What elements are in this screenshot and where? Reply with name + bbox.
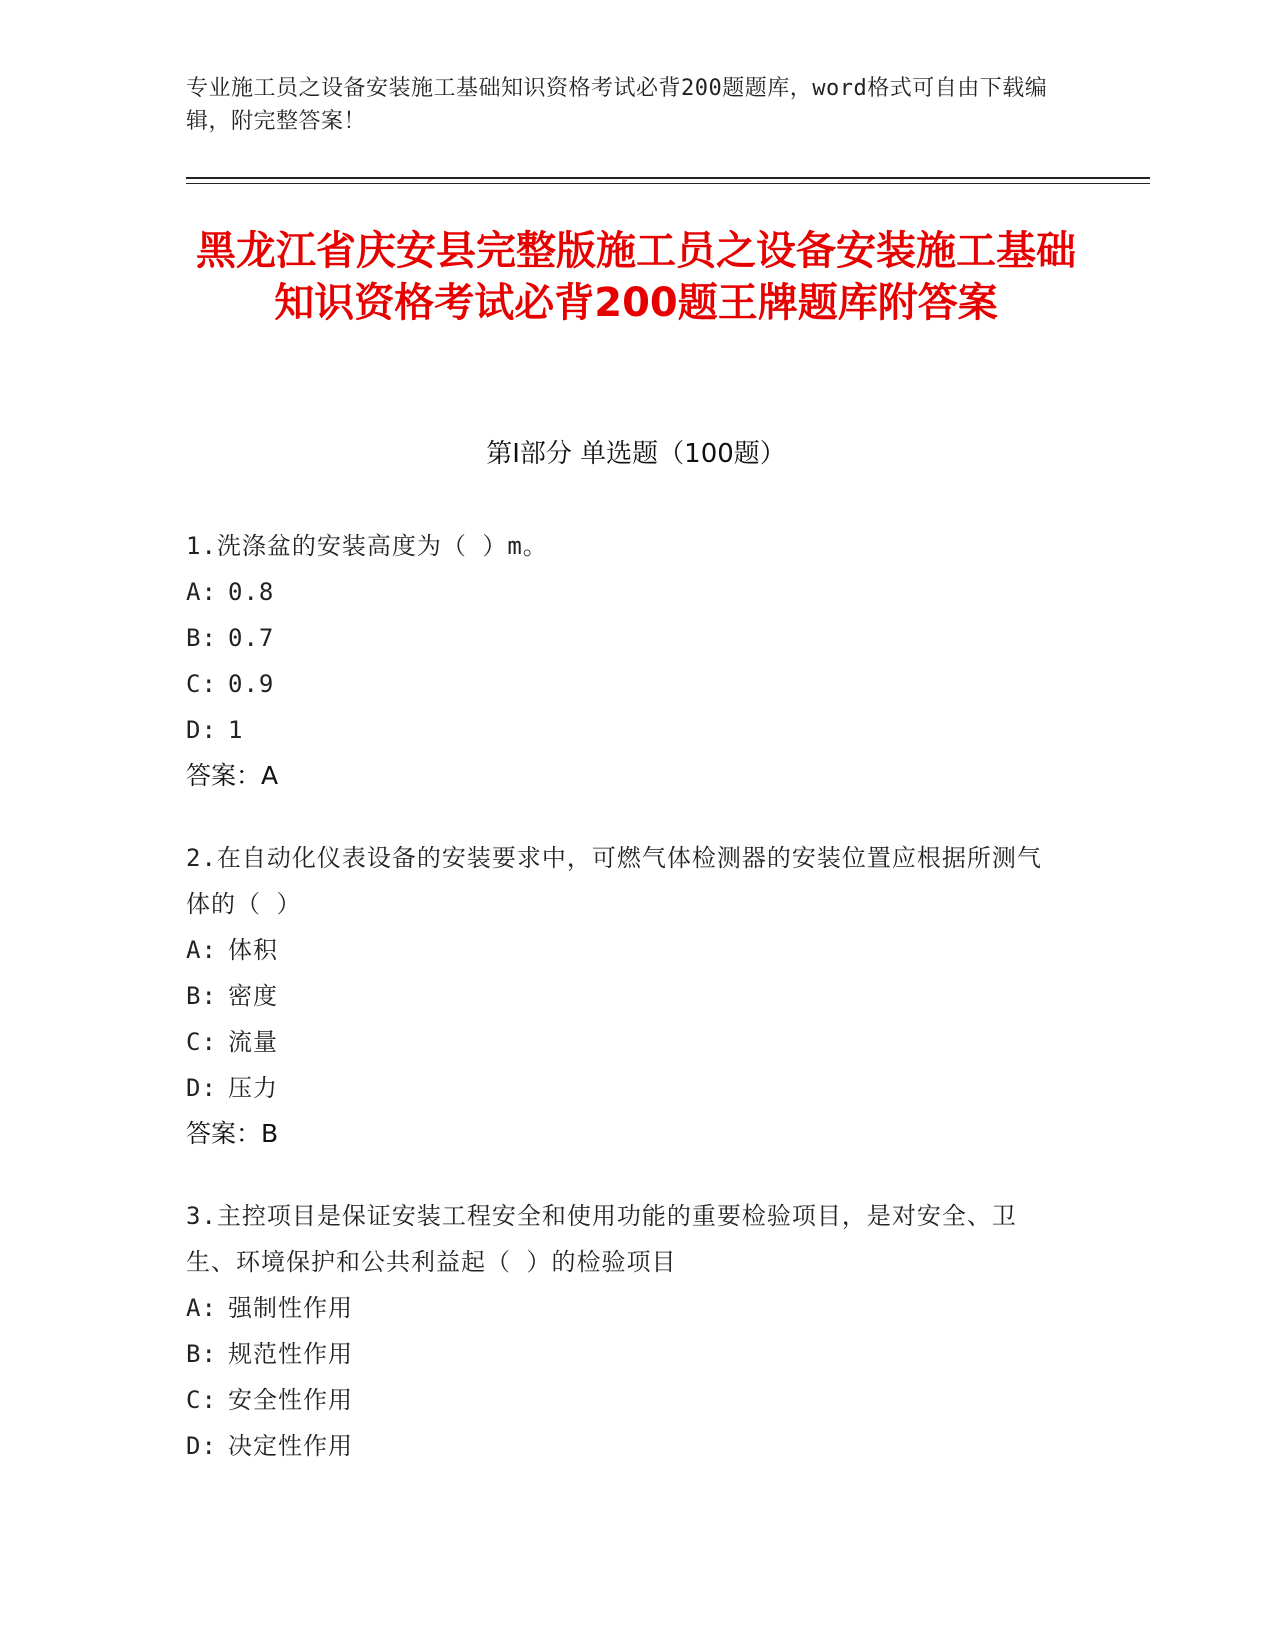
- question-2: [186, 835, 1066, 1157]
- option-b: [186, 615, 1066, 661]
- option-letter: C:: [186, 1386, 217, 1414]
- option-text: 0.8: [228, 578, 275, 606]
- question-stem: 1.洗涤盆的安装高度为（ ）m。: [186, 532, 548, 560]
- option-d: [186, 1423, 1066, 1469]
- option-letter: D:: [186, 716, 217, 744]
- option-a: [186, 927, 1066, 973]
- option-text: 0.9: [228, 670, 275, 698]
- option-text: 强制性作用: [228, 1294, 353, 1322]
- header-divider-thick: [186, 177, 1150, 179]
- option-d: [186, 707, 1066, 753]
- option-letter: B:: [186, 982, 217, 1010]
- answer-label: 答案：: [186, 1119, 262, 1148]
- header-divider-thin: [186, 183, 1150, 184]
- option-d: [186, 1065, 1066, 1111]
- option-text: 密度: [228, 982, 278, 1010]
- header-note: 专业施工员之设备安装施工基础知识资格考试必背200题题库，word格式可自由下载编辑，附完整答案！: [186, 76, 1048, 134]
- question-3: [186, 1193, 1066, 1469]
- answer-line: [186, 753, 1066, 799]
- option-letter: D:: [186, 1432, 217, 1460]
- option-text: 体积: [228, 936, 278, 964]
- option-text: 压力: [228, 1074, 278, 1102]
- option-text: 0.7: [228, 624, 275, 652]
- answer-value: A: [261, 761, 279, 790]
- option-text: 规范性作用: [228, 1340, 353, 1368]
- option-letter: C:: [186, 670, 217, 698]
- question-1: [186, 523, 1066, 799]
- option-text: 流量: [228, 1028, 278, 1056]
- option-letter: A:: [186, 1294, 217, 1322]
- answer-value: B: [261, 1119, 279, 1148]
- answer-line: [186, 1111, 1066, 1157]
- option-letter: A:: [186, 936, 217, 964]
- option-letter: C:: [186, 1028, 217, 1056]
- section-heading: 第Ⅰ部分 单选题（100题）: [486, 439, 786, 469]
- option-text: 安全性作用: [228, 1386, 353, 1414]
- question-stem: 2.在自动化仪表设备的安装要求中，可燃气体检测器的安装位置应根据所测气体的（ ）: [186, 844, 1042, 918]
- option-letter: D:: [186, 1074, 217, 1102]
- option-a: [186, 1285, 1066, 1331]
- answer-label: 答案：: [186, 761, 262, 790]
- option-text: 1: [228, 716, 244, 744]
- option-c: [186, 661, 1066, 707]
- option-b: [186, 973, 1066, 1019]
- option-c: [186, 1019, 1066, 1065]
- option-letter: A:: [186, 578, 217, 606]
- option-letter: B:: [186, 1340, 217, 1368]
- question-list: [186, 523, 1066, 1505]
- option-c: [186, 1377, 1066, 1423]
- question-stem: 3.主控项目是保证安装工程安全和使用功能的重要检验项目，是对安全、卫生、环境保护和公共利益起（ ）的检验项目: [186, 1202, 1017, 1276]
- option-text: 决定性作用: [228, 1432, 353, 1460]
- option-a: [186, 569, 1066, 615]
- document-title: 黑龙江省庆安县完整版施工员之设备安装施工基础知识资格考试必背200题王牌题库附答案: [196, 228, 1076, 326]
- option-letter: B:: [186, 624, 217, 652]
- option-b: [186, 1331, 1066, 1377]
